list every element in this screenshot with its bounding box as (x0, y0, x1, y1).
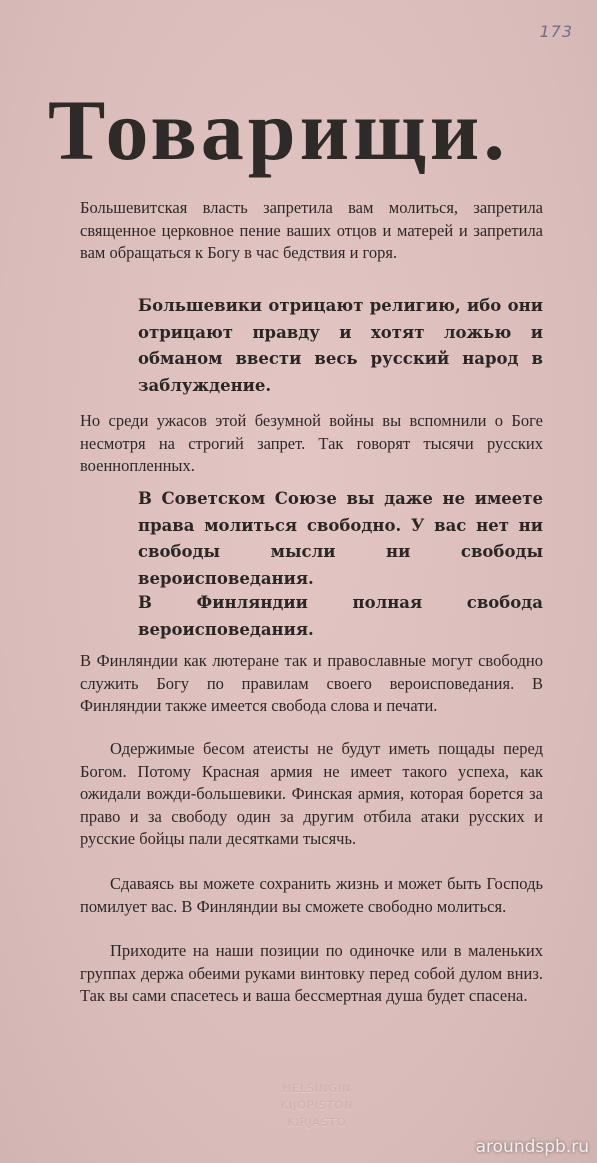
paragraph-1: Большевитская власть запретила вам молиться, запретила священное церковное пение ваших отцов и матерей и запретила вам обращаться к Богу в час бедствия и горя. (80, 198, 543, 262)
bold-paragraph-3: В Финляндии полная свобода вероисповедания. (138, 593, 543, 639)
page-title: Товарищи. (48, 82, 509, 178)
printer-stamp (262, 1080, 372, 1131)
paragraph-4: Одержимые бесом атеисты не будут иметь пощады перед Богом. Потому Красная армия не имеет такого успеха, как ожидали вожди-большевики. Финская армия, которая борется за право и за свободу один за другим отбила атаки русских и русские бойцы пали десятками тысячь. (80, 739, 543, 848)
paragraph-6: Приходите на наши позиции по одиночке или в маленьких группах держа обеими руками винтовку перед собой дулом вниз. Так вы сами спасетесь и ваша бессмертная душа будет спасена. (80, 941, 543, 1005)
paragraph-3: В Финляндии как лютеране так и православные могут свободно служить Богу по правилам своего вероисповедания. В Финляндии также имеется свобода слова и печати. (80, 651, 543, 715)
bold-paragraph-2: В Советском Союзе вы даже не имеете права молиться свободно. У вас нет ни свободы мысли ни свободы вероисповедания. (138, 489, 543, 588)
paragraph-5: Сдаваясь вы можете сохранить жизнь и может быть Господь помилует вас. В Финляндии вы сможете свободно молиться. (80, 874, 543, 916)
printer-stamp-line: KIRJASTO (287, 1116, 347, 1129)
handwritten-page-number: 173 (539, 22, 573, 41)
printer-stamp-line: KIJOPISTON (280, 1099, 354, 1112)
paragraph-2: Но среди ужасов этой безумной войны вы вспомнили о Боге несмотря на строгий запрет. Так говорят тысячи русских военнопленных. (80, 411, 543, 475)
site-watermark: aroundspb.ru (475, 1137, 589, 1157)
printer-stamp-line: HELSINGIN (282, 1082, 352, 1095)
bold-paragraph-1: Большевики отрицают религию, ибо они отрицают правду и хотят ложью и обманом ввести весь русский народ в заблуждение. (138, 296, 543, 395)
